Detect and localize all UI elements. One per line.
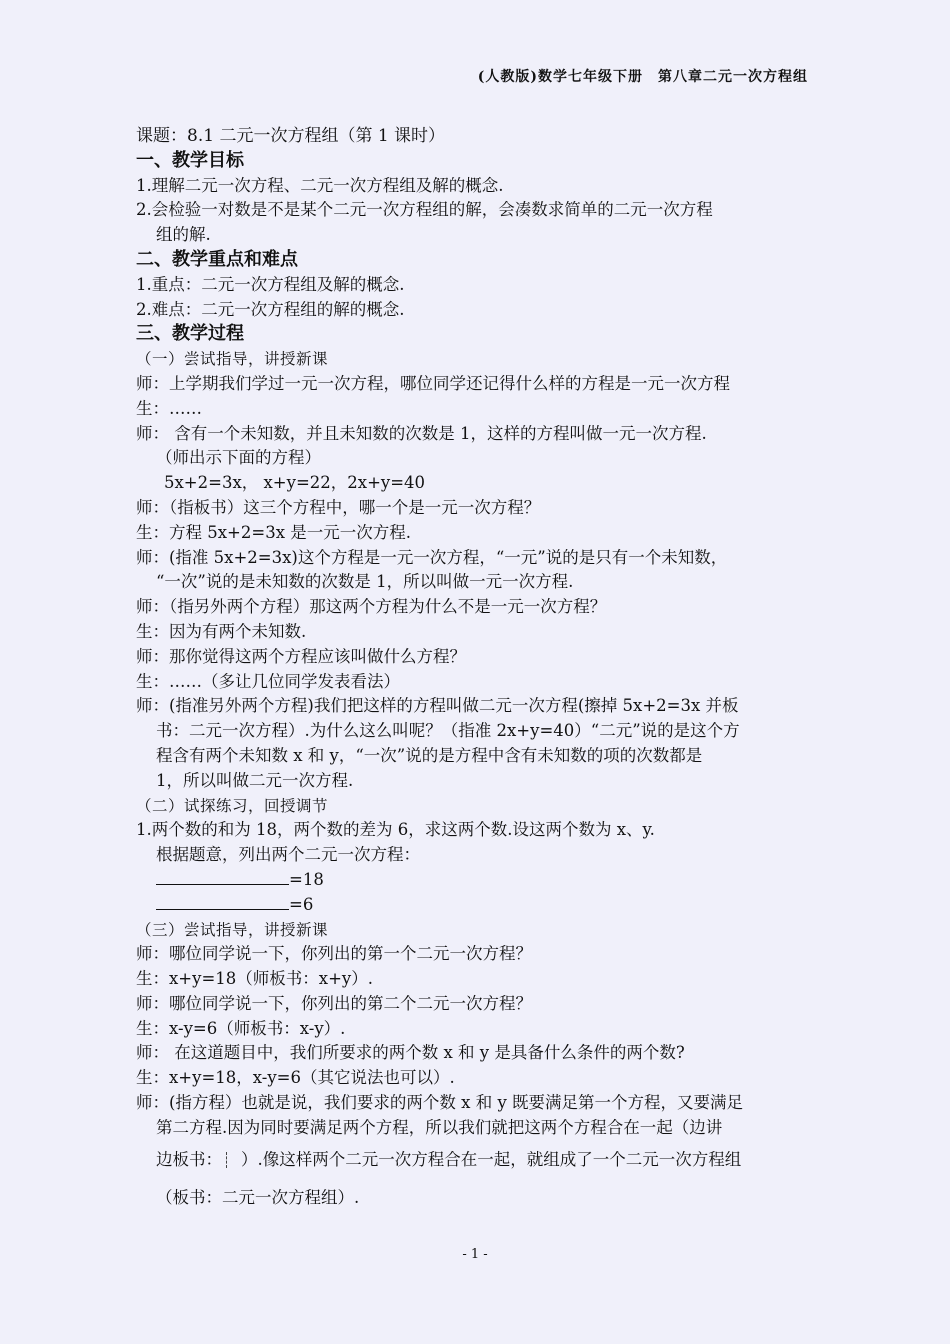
dialog-line: 师：哪位同学说一下，你列出的第二个二元一次方程？: [136, 993, 532, 1013]
dialog-line: [136, 1141, 816, 1179]
dialog-line: 师：(指准另外两个方程)我们把这样的方程叫做二元一次方程(擦掉 5x+2=3x 并板: [136, 696, 739, 716]
dialog-line: 书：二元一次方程）.为什么这么叫呢？（指准 2x+y=40）“二元”说的是这个方: [156, 721, 740, 741]
section-heading-objectives: 一、教学目标: [136, 149, 244, 171]
exercise-line: 1.两个数的和为 18，两个数的差为 6，求这两个数.设这两个数为 x、y.: [136, 820, 655, 840]
equation-line: 5x+2=3x， x+y=22，2x+y=40: [164, 473, 426, 493]
page-header: (人教版)数学七年级下册 第八章二元一次方程组: [477, 69, 808, 85]
dialog-line: 师： 在这道题目中，我们所要求的两个数 x 和 y 是具备什么条件的两个数?: [136, 1043, 685, 1063]
dialog-line: 第二方程.因为同时要满足两个方程，所以我们就把这两个方程合在一起（边讲: [156, 1117, 723, 1137]
dialog-line: 师：(指方程）也就是说，我们要求的两个数 x 和 y 既要满足第一个方程，又要满足: [136, 1093, 744, 1113]
document-body: [136, 124, 816, 1217]
dialog-line: （师出示下面的方程）: [156, 448, 321, 468]
brace-icon: [226, 1152, 237, 1168]
dialog-line: 程含有两个未知数 x 和 y，“一次”说的是方程中含有未知数的项的次数都是: [156, 745, 703, 765]
dialog-line: 1，所以叫做二元一次方程.: [156, 770, 354, 790]
objective-2: 2.会检验一对数是不是某个二元一次方程组的解，会凑数求简单的二元一次方程: [136, 200, 713, 220]
answer-blank: [156, 893, 289, 910]
objective-1: 1.理解二元一次方程、二元一次方程组及解的概念.: [136, 175, 504, 195]
dialog-line: “一次”说的是未知数的次数是 1，所以叫做一元一次方程.: [156, 572, 574, 592]
dialog-line: 生：……: [136, 398, 202, 418]
dialog-line: 师：哪位同学说一下，你列出的第一个二元一次方程？: [136, 944, 532, 964]
dialog-line: 师： 含有一个未知数，并且未知数的次数是 1，这样的方程叫做一元一次方程.: [136, 423, 707, 443]
objective-2-cont: 组的解.: [156, 225, 211, 245]
exercise-line: 根据题意，列出两个二元一次方程：: [156, 845, 420, 865]
equation-rhs: =18: [289, 869, 324, 889]
dialog-line: 师：那你觉得这两个方程应该叫做什么方程？: [136, 646, 466, 666]
dialog-line: （板书：二元一次方程组）.: [156, 1187, 360, 1207]
page-number: - 1 -: [462, 1247, 488, 1262]
keypoint-2: 2.难点：二元一次方程组的解的概念.: [136, 299, 405, 319]
dialog-line: 师：（指板书）这三个方程中，哪一个是一元一次方程？: [136, 497, 541, 517]
blank-equation-1: [136, 868, 816, 893]
subsection-3: （三）尝试指导，讲授新课: [136, 920, 329, 939]
dialog-text: 边板书：: [156, 1149, 222, 1169]
section-heading-process: 三、教学过程: [136, 323, 244, 345]
dialog-line: 生：方程 5x+2=3x 是一元一次方程.: [136, 522, 411, 542]
subsection-1: （一）尝试指导，讲授新课: [136, 350, 329, 369]
section-heading-keypoints: 二、教学重点和难点: [136, 248, 298, 270]
dialog-line: 生：……（多让几位同学发表看法）: [136, 671, 400, 691]
dialog-line: 生：x-y=6（师板书：x-y）.: [136, 1018, 346, 1038]
dialog-line: 师：上学期我们学过一元一次方程，哪位同学还记得什么样的方程是一元一次方程: [136, 373, 730, 393]
keypoint-1: 1.重点：二元一次方程组及解的概念.: [136, 274, 405, 294]
dialog-line: 师：（指另外两个方程）那这两个方程为什么不是一元一次方程？: [136, 597, 607, 617]
dialog-line: 师：(指准 5x+2=3x)这个方程是一元一次方程，“一元”说的是只有一个未知数，: [136, 547, 728, 567]
lesson-title: 课题：8.1 二元一次方程组（第 1 课时）: [136, 126, 446, 146]
blank-equation-2: [136, 893, 816, 918]
equation-rhs: =6: [289, 894, 314, 914]
dialog-line: 生：因为有两个未知数.: [136, 621, 307, 641]
dialog-line: 生：x+y=18，x-y=6（其它说法也可以）.: [136, 1068, 455, 1088]
answer-blank: [156, 868, 289, 885]
dialog-line: 生：x+y=18（师板书：x+y）.: [136, 969, 373, 989]
dialog-text: ）.像这样两个二元一次方程合在一起，就组成了一个二元一次方程组: [241, 1149, 742, 1169]
subsection-2: （二）试探练习，回授调节: [136, 796, 329, 815]
